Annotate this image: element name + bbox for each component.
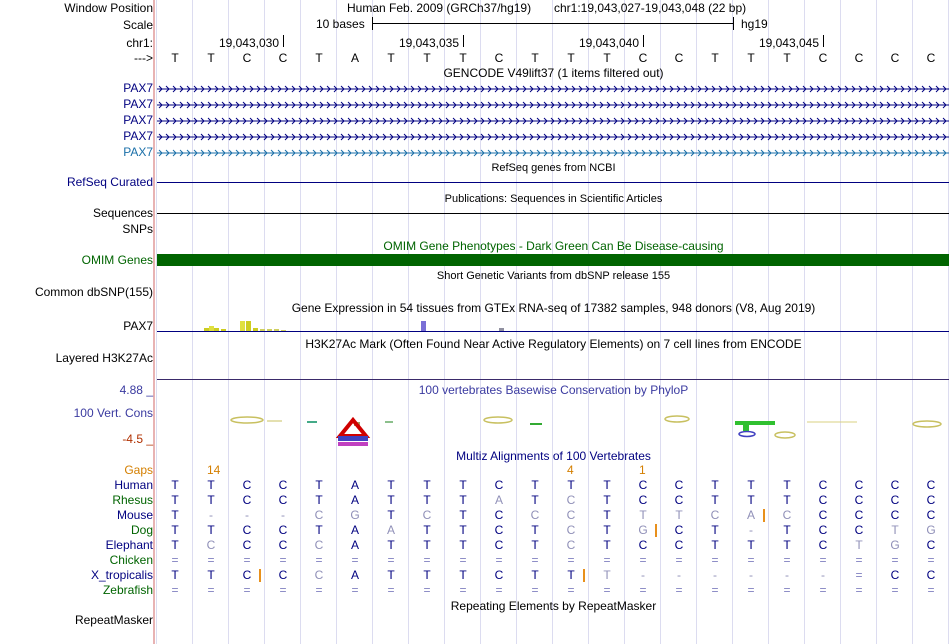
alignment-base: - — [641, 568, 645, 582]
sequence-base[interactable]: T — [315, 51, 323, 65]
gencode-transcript-label[interactable]: PAX7 — [123, 145, 153, 159]
alignment-base: C — [494, 538, 504, 552]
alignment-base: C — [242, 538, 252, 552]
alignment-base: C — [818, 523, 828, 537]
alignment-base: T — [567, 478, 575, 492]
alignment-base: C — [926, 568, 936, 582]
h3k27ac-track-label[interactable]: Layered H3K27Ac — [55, 351, 153, 365]
sequence-base[interactable]: C — [854, 51, 864, 65]
alignment-base: A — [494, 493, 503, 507]
species-label[interactable]: Mouse — [116, 508, 153, 522]
alignment-base: A — [350, 568, 359, 582]
alignment-base: = — [423, 583, 431, 597]
alignment-base: T — [531, 478, 539, 492]
refseq-gene-line[interactable] — [157, 182, 949, 183]
alignment-base: - — [821, 568, 825, 582]
alignment-base: T — [423, 568, 431, 582]
alignment-base: A — [350, 538, 359, 552]
alignment-base: C — [818, 508, 828, 522]
dbsnp-track-label[interactable]: Common dbSNP(155) — [34, 285, 153, 299]
species-label[interactable]: Human — [114, 478, 153, 492]
label-separator — [153, 0, 155, 644]
scale-bar-left-cap — [372, 17, 373, 30]
publications-track-label[interactable]: Sequences — [92, 206, 153, 220]
alignment-base: G — [638, 523, 648, 537]
alignment-base: = — [279, 583, 287, 597]
gtex-baseline — [157, 331, 949, 332]
alignment-base: T — [603, 538, 611, 552]
transcript-arrows — [157, 100, 949, 109]
alignment-base: C — [566, 523, 576, 537]
alignment-base: T — [171, 538, 179, 552]
refseq-track-label[interactable]: RefSeq Curated — [66, 175, 153, 189]
alignment-base: C — [818, 493, 828, 507]
alignment-base: = — [927, 553, 935, 567]
sequence-base[interactable]: T — [783, 51, 791, 65]
position-tick-label: 19,043,035 — [398, 36, 459, 50]
omim-track-title[interactable]: OMIM Gene Phenotypes - Dark Green Can Be Disease-causing — [383, 239, 724, 253]
species-label[interactable]: Rhesus — [112, 493, 153, 507]
alignment-base: = — [711, 583, 719, 597]
transcript-arrows — [157, 116, 949, 125]
alignment-base: T — [747, 478, 755, 492]
gtex-tissue-bar[interactable] — [240, 321, 245, 331]
alignment-base: C — [926, 508, 936, 522]
insertion-marker — [655, 524, 657, 537]
alignment-base: - — [281, 508, 285, 522]
alignment-base: C — [710, 508, 720, 522]
alignment-base: = — [171, 553, 179, 567]
window-position-label: Window Position — [64, 1, 153, 15]
alignment-base: T — [531, 568, 539, 582]
gencode-track-title[interactable]: GENCODE V49lift37 (1 items filtered out) — [443, 66, 664, 80]
alignment-base: T — [171, 478, 179, 492]
alignment-base: T — [747, 538, 755, 552]
alignment-base: C — [854, 493, 864, 507]
alignment-base: C — [638, 493, 648, 507]
transcript-arrows — [157, 132, 949, 141]
alignment-base: T — [783, 523, 791, 537]
alignment-base: = — [495, 583, 503, 597]
refseq-track-title[interactable]: RefSeq genes from NCBI — [491, 162, 616, 174]
alignment-base: A — [350, 493, 359, 507]
alignment-base: C — [674, 523, 684, 537]
alignment-base: C — [782, 508, 792, 522]
alignment-base: T — [423, 478, 431, 492]
alignment-base: T — [531, 523, 539, 537]
alignment-base: T — [891, 523, 899, 537]
insertion-marker — [763, 509, 765, 522]
alignment-base: C — [494, 508, 504, 522]
sequence-base[interactable]: T — [531, 51, 539, 65]
alignment-base: = — [315, 583, 323, 597]
gap-count: 4 — [567, 463, 574, 477]
snps-track-label[interactable]: SNPs — [122, 222, 153, 236]
alignment-base: C — [530, 508, 540, 522]
alignment-base: T — [567, 568, 575, 582]
scale-bar-right-cap — [733, 17, 734, 30]
phylop-min-value: -4.5 _ — [122, 432, 153, 446]
h3k27ac-track-title[interactable]: H3K27Ac Mark (Often Found Near Active Regulatory Elements) on 7 cell lines from ENCODE — [305, 337, 802, 351]
alignment-base: T — [459, 538, 467, 552]
alignment-base: C — [818, 478, 828, 492]
gap-count: 14 — [207, 463, 221, 477]
alignment-base: C — [926, 493, 936, 507]
alignment-base: T — [459, 523, 467, 537]
alignment-base: T — [603, 493, 611, 507]
alignment-base: = — [207, 583, 215, 597]
alignment-base: C — [494, 568, 504, 582]
alignment-base: T — [387, 508, 395, 522]
alignment-base: T — [315, 478, 323, 492]
alignment-base: = — [315, 553, 323, 567]
gencode-transcript-label[interactable]: PAX7 — [123, 81, 153, 95]
alignment-base: C — [242, 568, 252, 582]
alignment-base: C — [494, 478, 504, 492]
gencode-transcript-label[interactable]: PAX7 — [123, 113, 153, 127]
alignment-base: T — [423, 493, 431, 507]
alignment-base: T — [171, 493, 179, 507]
alignment-base: C — [242, 523, 252, 537]
alignment-base: = — [279, 553, 287, 567]
alignment-base: C — [278, 568, 288, 582]
alignment-base: = — [531, 553, 539, 567]
alignment-base: T — [171, 568, 179, 582]
alignment-base: - — [713, 568, 717, 582]
alignment-base: T — [207, 493, 215, 507]
species-label[interactable]: X_tropicalis — [90, 568, 153, 582]
alignment-base: = — [531, 583, 539, 597]
alignment-base: T — [783, 478, 791, 492]
alignment-base: C — [566, 493, 576, 507]
species-label[interactable]: Zebrafish — [102, 583, 153, 597]
alignment-base: C — [314, 538, 324, 552]
multiz-track-title[interactable]: Multiz Alignments of 100 Vertebrates — [456, 449, 651, 463]
sequence-base[interactable]: C — [494, 51, 504, 65]
sequence-base[interactable]: C — [638, 51, 648, 65]
alignment-base: C — [890, 478, 900, 492]
alignment-base: C — [674, 493, 684, 507]
alignment-base: - — [677, 568, 681, 582]
alignment-base: T — [711, 538, 719, 552]
species-label[interactable]: Dog — [130, 523, 153, 537]
alignment-base: T — [387, 493, 395, 507]
sequence-base[interactable]: C — [278, 51, 288, 65]
alignment-base: = — [603, 553, 611, 567]
alignment-base: = — [819, 583, 827, 597]
species-label[interactable]: Elephant — [105, 538, 153, 552]
sequence-base[interactable]: T — [459, 51, 467, 65]
gencode-transcript[interactable] — [157, 99, 949, 109]
position-tick-mark — [283, 35, 284, 47]
scale-bar — [372, 23, 733, 24]
insertion-marker — [583, 569, 585, 582]
alignment-base: = — [855, 583, 863, 597]
phylop-logo-plot[interactable] — [157, 400, 949, 450]
alignment-base: T — [783, 538, 791, 552]
alignment-base: = — [747, 583, 755, 597]
alignment-base: = — [171, 583, 179, 597]
gencode-transcript-label[interactable]: PAX7 — [123, 97, 153, 111]
gencode-transcript-label[interactable]: PAX7 — [123, 129, 153, 143]
scale-database: hg19 — [741, 17, 768, 31]
alignment-base: T — [639, 508, 647, 522]
alignment-base: T — [387, 478, 395, 492]
sequence-base[interactable]: T — [387, 51, 395, 65]
alignment-base: = — [351, 583, 359, 597]
alignment-base: = — [747, 553, 755, 567]
repeatmasker-track-label[interactable]: RepeatMasker — [74, 613, 153, 627]
sequence-base[interactable]: C — [674, 51, 684, 65]
alignment-base: T — [711, 523, 719, 537]
sequence-base[interactable]: T — [711, 51, 719, 65]
position-tick-label: 19,043,030 — [218, 36, 279, 50]
scale-text: 10 bases — [316, 17, 365, 31]
gtex-tissue-bar[interactable] — [246, 321, 251, 331]
sequence-base[interactable]: C — [890, 51, 900, 65]
alignment-base: = — [567, 583, 575, 597]
species-label[interactable]: Chicken — [109, 553, 153, 567]
phylop-track-label[interactable]: 100 Vert. Cons — [73, 406, 153, 420]
alignment-base: = — [495, 553, 503, 567]
alignment-base: T — [747, 493, 755, 507]
alignment-base: = — [387, 553, 395, 567]
alignment-base: = — [891, 553, 899, 567]
alignment-base: C — [926, 478, 936, 492]
alignment-base: C — [638, 478, 648, 492]
alignment-base: C — [278, 523, 288, 537]
transcript-arrows — [157, 84, 949, 93]
alignment-base: C — [926, 538, 936, 552]
alignment-base: - — [749, 568, 753, 582]
gtex-track-label[interactable]: PAX7 — [123, 319, 153, 333]
scale-label: Scale — [122, 18, 153, 32]
alignment-base: C — [854, 478, 864, 492]
sequence-base[interactable]: T — [207, 51, 215, 65]
alignment-base: - — [749, 523, 753, 537]
alignment-base: = — [819, 553, 827, 567]
gencode-transcript[interactable] — [157, 147, 949, 157]
alignment-base: T — [387, 568, 395, 582]
sequence-base[interactable]: T — [423, 51, 431, 65]
sequence-base[interactable]: T — [567, 51, 575, 65]
alignment-base: T — [459, 508, 467, 522]
sequence-base[interactable]: T — [603, 51, 611, 65]
alignment-base: = — [243, 583, 251, 597]
gencode-transcript[interactable] — [157, 115, 949, 125]
alignment-base: T — [675, 508, 683, 522]
alignment-base: = — [711, 553, 719, 567]
publications-track-title[interactable]: Publications: Sequences in Scientific Articles — [444, 193, 663, 205]
gtex-track-title[interactable]: Gene Expression in 54 tissues from GTEx RNA-seq of 17382 samples, 948 donors (V8, Aug 2019) — [291, 301, 816, 315]
alignment-base: T — [423, 523, 431, 537]
alignment-base: C — [818, 538, 828, 552]
insertion-marker — [259, 569, 261, 582]
alignment-base: T — [531, 538, 539, 552]
sequence-base[interactable]: C — [242, 51, 252, 65]
alignment-base: = — [855, 553, 863, 567]
alignment-base: T — [603, 478, 611, 492]
alignment-base: = — [891, 583, 899, 597]
alignment-base: = — [603, 583, 611, 597]
alignment-base: G — [350, 508, 360, 522]
alignment-base: C — [278, 538, 288, 552]
sequence-base[interactable]: C — [818, 51, 828, 65]
alignment-base: C — [854, 523, 864, 537]
sequence-base[interactable]: T — [747, 51, 755, 65]
alignment-base: T — [315, 493, 323, 507]
omim-gene-bar[interactable] — [157, 254, 949, 266]
alignment-base: T — [207, 523, 215, 537]
alignment-base: = — [459, 583, 467, 597]
alignment-base: C — [674, 478, 684, 492]
chrom-label: chr1: — [126, 36, 153, 50]
alignment-base: C — [566, 538, 576, 552]
position-coordinates: chr1:19,043,027-19,043,048 (22 bp) — [554, 1, 747, 15]
transcript-arrows — [157, 148, 949, 157]
alignment-base: T — [171, 508, 179, 522]
alignment-base: = — [639, 583, 647, 597]
alignment-base: C — [422, 508, 432, 522]
position-tick-label: 19,043,045 — [758, 36, 819, 50]
repeatmasker-track-title[interactable]: Repeating Elements by RepeatMasker — [450, 599, 657, 613]
alignment-base: T — [459, 493, 467, 507]
alignment-base: C — [566, 508, 576, 522]
alignment-base: C — [242, 493, 252, 507]
alignment-base: C — [890, 493, 900, 507]
gaps-label: Gaps — [124, 463, 153, 477]
alignment-base: = — [207, 553, 215, 567]
alignment-base: = — [243, 553, 251, 567]
alignment-base: C — [314, 568, 324, 582]
alignment-base: = — [927, 583, 935, 597]
alignment-base: - — [785, 568, 789, 582]
alignment-base: T — [603, 508, 611, 522]
alignment-base: = — [387, 583, 395, 597]
sequence-base[interactable]: T — [171, 51, 179, 65]
alignment-base: - — [209, 508, 213, 522]
alignment-base: A — [350, 523, 359, 537]
alignment-base: T — [855, 538, 863, 552]
alignment-base: C — [278, 493, 288, 507]
gap-count: 1 — [639, 463, 646, 477]
alignment-base: A — [350, 478, 359, 492]
sequence-base[interactable]: A — [350, 51, 359, 65]
alignment-base: T — [711, 478, 719, 492]
alignment-base: T — [207, 478, 215, 492]
publications-line[interactable] — [157, 213, 949, 214]
alignment-base: T — [459, 568, 467, 582]
alignment-base: T — [711, 493, 719, 507]
gencode-transcript[interactable] — [157, 83, 949, 93]
alignment-base: C — [890, 508, 900, 522]
alignment-base: A — [386, 523, 395, 537]
alignment-base: = — [675, 553, 683, 567]
alignment-base: T — [531, 493, 539, 507]
alignment-base: C — [494, 523, 504, 537]
alignment-base: A — [746, 508, 755, 522]
alignment-base: = — [459, 553, 467, 567]
assembly-name: Human Feb. 2009 (GRCh37/hg19) — [347, 1, 532, 15]
alignment-base: C — [278, 478, 288, 492]
alignment-base: C — [854, 508, 864, 522]
alignment-base: T — [603, 568, 611, 582]
alignment-base: C — [242, 478, 252, 492]
alignment-base: T — [423, 538, 431, 552]
alignment-base: = — [855, 568, 863, 582]
position-tick-mark — [463, 35, 464, 47]
alignment-base: C — [638, 538, 648, 552]
alignment-base: = — [351, 553, 359, 567]
alignment-base: = — [567, 553, 575, 567]
alignment-base: C — [674, 538, 684, 552]
alignment-base: T — [783, 493, 791, 507]
alignment-base: = — [783, 583, 791, 597]
position-tick-label: 19,043,040 — [578, 36, 639, 50]
alignment-base: C — [314, 508, 324, 522]
strand-label: ---> — [134, 51, 153, 65]
phylop-track-title[interactable]: 100 vertebrates Basewise Conservation by PhyloP — [418, 383, 689, 397]
alignment-base: G — [890, 538, 900, 552]
alignment-base: T — [387, 538, 395, 552]
alignment-base: C — [890, 568, 900, 582]
gencode-transcript[interactable] — [157, 131, 949, 141]
alignment-base: = — [675, 583, 683, 597]
alignment-base: T — [459, 478, 467, 492]
alignment-base: T — [315, 523, 323, 537]
alignment-base: T — [207, 568, 215, 582]
alignment-base: = — [783, 553, 791, 567]
h3k27ac-baseline — [157, 379, 949, 380]
omim-track-label[interactable]: OMIM Genes — [81, 253, 153, 267]
alignment-base: C — [206, 538, 216, 552]
alignment-base: T — [171, 523, 179, 537]
sequence-base[interactable]: C — [926, 51, 936, 65]
alignment-base: G — [926, 523, 936, 537]
alignment-base: - — [245, 508, 249, 522]
position-tick-mark — [823, 35, 824, 47]
dbsnp-track-title[interactable]: Short Genetic Variants from dbSNP release 155 — [436, 270, 671, 282]
alignment-base: = — [639, 553, 647, 567]
gtex-tissue-bar[interactable] — [421, 321, 426, 331]
position-tick-mark — [643, 35, 644, 47]
alignment-base: = — [423, 553, 431, 567]
alignment-base: T — [603, 523, 611, 537]
phylop-max-value: 4.88 _ — [119, 383, 153, 397]
